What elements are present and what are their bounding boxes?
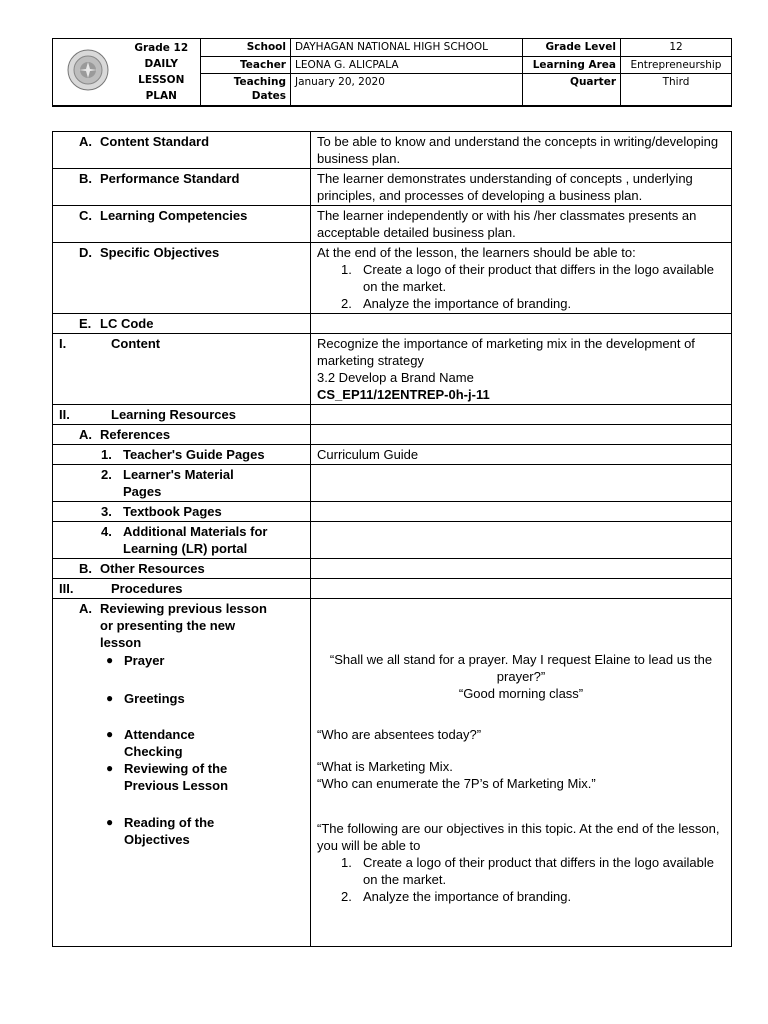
content-line: 3.2 Develop a Brand Name <box>317 370 474 385</box>
list-item <box>100 814 304 848</box>
deped-seal-icon <box>67 49 109 91</box>
list-item <box>100 652 304 669</box>
row-label <box>123 466 234 500</box>
list-number: 1. <box>341 855 352 870</box>
list-item <box>341 295 725 312</box>
row-label: Learning Resources <box>111 407 236 422</box>
bullet-icon: ● <box>106 815 114 829</box>
textbook-pages-value <box>311 502 732 522</box>
greeting-text: “Good morning class” <box>458 686 584 701</box>
lesson-plan-table <box>52 131 732 947</box>
table-row <box>53 206 732 243</box>
row-label: Content <box>111 336 161 351</box>
row-number: 2. <box>101 467 112 482</box>
row-letter: D. <box>79 245 92 260</box>
learning-resources-value <box>311 405 732 425</box>
list-text: Greetings <box>124 691 185 706</box>
table-row <box>53 405 732 425</box>
row-letter: C. <box>79 208 92 223</box>
objectives-list <box>341 261 725 312</box>
row-label: Teacher's Guide Pages <box>123 447 265 462</box>
list-item <box>341 854 725 888</box>
deped-seal <box>53 39 123 107</box>
table-row <box>53 314 732 334</box>
activity-list <box>79 652 304 848</box>
other-resources-value <box>311 559 732 579</box>
learning-competencies-value: The learner independently or with his /her classmates presents an acceptable detailed business plan. <box>311 206 732 243</box>
quarter-label: Quarter <box>523 74 621 106</box>
bullet-icon: ● <box>106 761 114 775</box>
list-text <box>124 814 214 848</box>
row-label: LC Code <box>100 316 154 331</box>
bullet-icon: ● <box>106 727 114 741</box>
row-number: 4. <box>101 524 112 539</box>
row-label-line: Pages <box>123 484 162 499</box>
reviewing-lesson-value <box>311 599 732 947</box>
learners-material-value <box>311 465 732 502</box>
list-number: 2. <box>341 889 352 904</box>
teachers-guide-value: Curriculum Guide <box>311 445 732 465</box>
title-line: Grade 12 <box>134 42 189 54</box>
list-item <box>100 690 304 707</box>
row-letter: A. <box>79 134 92 149</box>
marketing-question-1: “What is Marketing Mix. <box>317 759 453 774</box>
roman-numeral: II. <box>59 407 70 422</box>
school-label: School <box>201 39 291 57</box>
list-item <box>100 760 304 794</box>
lc-code-label <box>53 314 311 334</box>
teaching-dates-label-2: Dates <box>251 90 286 103</box>
performance-standard-value: The learner demonstrates understanding of concepts , underlying principles, and processes of developing a business plan. <box>311 169 732 206</box>
bullet-icon: ● <box>106 653 114 667</box>
learning-area-value: Entrepreneurship <box>621 56 732 74</box>
row-letter: A. <box>79 601 92 616</box>
list-text: Create a logo of their product that differs in the logo available on the market. <box>363 262 714 294</box>
list-text-line: Attendance <box>124 727 195 742</box>
specific-objectives-label <box>53 243 311 314</box>
school-value: DAYHAGAN NATIONAL HIGH SCHOOL <box>291 39 523 57</box>
table-row <box>53 243 732 314</box>
row-label: Procedures <box>111 581 183 596</box>
grade-level-value: 12 <box>621 39 732 57</box>
specific-objectives-value <box>311 243 732 314</box>
row-letter: E. <box>79 316 92 331</box>
content-value <box>311 334 732 405</box>
row-number: 1. <box>101 447 112 462</box>
list-text: Analyze the importance of branding. <box>363 296 572 311</box>
competency-code: CS_EP11/12ENTREP-0h-j-11 <box>317 387 490 402</box>
table-row <box>53 579 732 599</box>
teachers-guide-label <box>53 445 311 465</box>
list-text: Analyze the importance of branding. <box>363 889 572 904</box>
references-label <box>53 425 311 445</box>
teacher-label: Teacher <box>201 56 291 74</box>
content-standard-value: To be able to know and understand the concepts in writing/developing business plan. <box>311 132 732 169</box>
performance-standard-label <box>53 169 311 206</box>
row-label-line: Additional Materials for <box>123 524 268 539</box>
textbook-pages-label <box>53 502 311 522</box>
content-line: Recognize the importance of marketing mix in the development of marketing strategy <box>317 336 695 368</box>
row-letter: A. <box>79 427 92 442</box>
list-text: Prayer <box>124 653 165 668</box>
procedures-label <box>53 579 311 599</box>
row-letter: B. <box>79 171 92 186</box>
row-label: Specific Objectives <box>100 245 220 260</box>
roman-numeral: III. <box>59 581 74 596</box>
list-number: 2. <box>341 296 352 311</box>
list-text-line: Checking <box>124 744 183 759</box>
learners-material-label <box>53 465 311 502</box>
row-label: Textbook Pages <box>123 504 222 519</box>
table-row <box>53 334 732 405</box>
list-text: Create a logo of their product that differs in the logo available on the market. <box>363 855 714 887</box>
table-row <box>53 522 732 559</box>
table-row <box>53 445 732 465</box>
list-number: 1. <box>341 262 352 277</box>
absentees-text: “Who are absentees today?” <box>317 727 482 742</box>
additional-materials-label <box>53 522 311 559</box>
table-row <box>53 502 732 522</box>
row-label: Other Resources <box>100 561 205 576</box>
lc-code-value <box>311 314 732 334</box>
table-row <box>53 465 732 502</box>
list-text <box>124 760 228 794</box>
teaching-dates-value: January 20, 2020 <box>291 74 523 106</box>
row-number: 3. <box>101 504 112 519</box>
marketing-question-2: “Who can enumerate the 7P’s of Marketing Mix.” <box>317 776 596 791</box>
list-text <box>124 726 195 760</box>
row-letter: B. <box>79 561 92 576</box>
list-text-line: Objectives <box>124 832 190 847</box>
teaching-dates-label-1: Teaching <box>233 76 286 89</box>
prayer-text: “Shall we all stand for a prayer. May I request Elaine to lead us the prayer?” <box>329 652 713 684</box>
reviewing-lesson-label <box>53 599 311 947</box>
grade-level-label: Grade Level <box>523 39 621 57</box>
table-row <box>53 599 732 947</box>
dlp-title <box>123 39 201 107</box>
title-line: LESSON <box>138 74 185 86</box>
table-row <box>53 425 732 445</box>
title-line: DAILY <box>144 58 178 70</box>
table-row <box>53 132 732 169</box>
objectives-intro: At the end of the lesson, the learners should be able to: <box>317 245 636 260</box>
list-item <box>100 726 304 760</box>
row-label-line: Learning (LR) portal <box>123 541 248 556</box>
references-value <box>311 425 732 445</box>
list-item <box>341 261 725 295</box>
procedures-value <box>311 579 732 599</box>
header-table <box>52 38 732 107</box>
list-text-line: Reading of the <box>124 815 215 830</box>
learning-competencies-label <box>53 206 311 243</box>
row-label <box>100 600 267 651</box>
row-label: Learning Competencies <box>100 208 248 223</box>
table-row <box>53 169 732 206</box>
quarter-value: Third <box>621 74 732 106</box>
table-row <box>53 559 732 579</box>
row-label-line: Learner's Material <box>123 467 234 482</box>
teacher-value: LEONA G. ALICPALA <box>291 56 523 74</box>
content-label <box>53 334 311 405</box>
list-text-line: Previous Lesson <box>124 778 229 793</box>
list-text-line: Reviewing of the <box>124 761 228 776</box>
objectives-list <box>341 854 725 905</box>
bullet-icon: ● <box>106 691 114 705</box>
roman-numeral: I. <box>59 336 67 351</box>
row-label <box>123 523 267 557</box>
content-standard-label <box>53 132 311 169</box>
additional-materials-value <box>311 522 732 559</box>
learning-area-label: Learning Area <box>523 56 621 74</box>
learning-resources-label <box>53 405 311 425</box>
list-item <box>341 888 725 905</box>
row-label: References <box>100 427 171 442</box>
row-label-line: lesson <box>100 635 142 650</box>
other-resources-label <box>53 559 311 579</box>
row-label: Content Standard <box>100 134 210 149</box>
objectives-intro: “The following are our objectives in this topic. At the end of the lesson, you will be able to <box>317 821 720 853</box>
title-line: PLAN <box>145 90 177 102</box>
row-label-line: Reviewing previous lesson <box>100 601 267 616</box>
row-label: Performance Standard <box>100 171 240 186</box>
teaching-dates-label <box>201 74 291 106</box>
row-label-line: or presenting the new <box>100 618 236 633</box>
